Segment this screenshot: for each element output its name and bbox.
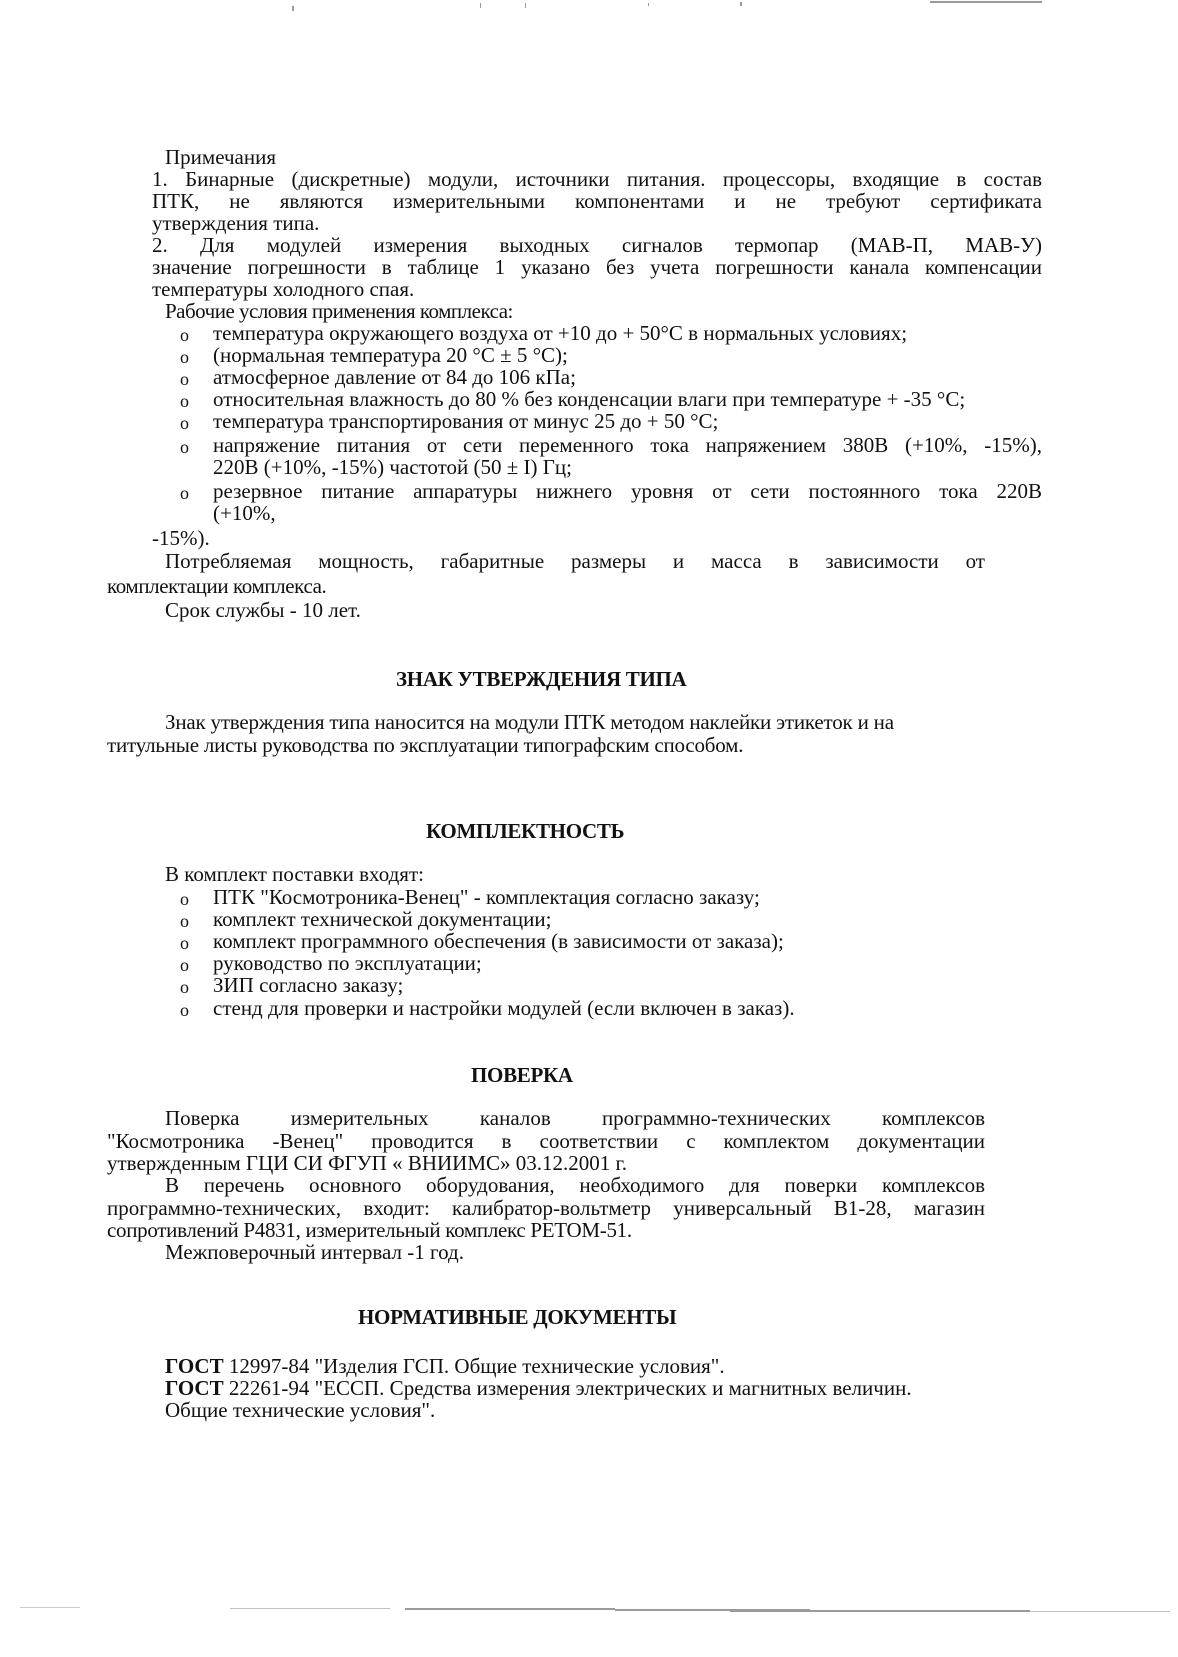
verification-para-1-line-1: Поверка измерительных каналов программно-технических комплексов: [165, 1106, 985, 1130]
scan-artifact-line: [230, 1608, 390, 1609]
normative-heading: НОРМАТИВНЫЕ ДОКУМЕНТЫ: [358, 1305, 677, 1329]
scan-artifact: [648, 3, 649, 6]
verification-heading: ПОВЕРКА: [471, 1063, 573, 1087]
note-1-line-3: утверждения типа.: [152, 211, 320, 235]
verification-interval: Межповерочный интервал -1 год.: [165, 1240, 464, 1264]
completeness-heading: КОМПЛЕКТНОСТЬ: [426, 819, 625, 843]
verification-para-2-line-3: сопротивлений Р4831, измерительный комплекс РЕТОМ-51.: [107, 1218, 632, 1242]
scan-artifact-line: [930, 1, 1042, 3]
bullet-circle-icon: o: [180, 369, 189, 389]
verification-para-1-line-3: утвержденным ГЦИ СИ ФГУП « ВНИИМС» 03.12.2001 г.: [107, 1151, 628, 1175]
verification-para-2-line-2: программно-технических, входит: калибратор-вольтметр универсальный В1-28, магазин: [107, 1196, 985, 1220]
conditions-item-text: (нормальная температура 20 °С ± 5 °С);: [213, 343, 568, 367]
conditions-intro: Рабочие условия применения комплекса:: [165, 299, 513, 323]
scan-artifact-line: [405, 1608, 615, 1610]
scan-artifact: [525, 3, 526, 8]
scan-artifact-line: [730, 1610, 1030, 1612]
note-2-line-3: температуры холодного спая.: [152, 277, 415, 301]
bullet-circle-icon: o: [180, 911, 189, 931]
note-2-line-1: 2. Для модулей измерения выходных сигналов термопар (МАВ-П, МАВ-У): [152, 233, 1042, 257]
bullet-circle-icon: o: [180, 437, 189, 457]
completeness-item-text: руководство по эксплуатации;: [213, 951, 482, 975]
normative-doc-2-continuation: Общие технические условия".: [165, 1398, 436, 1422]
conditions-item-text: температура транспортирования от минус 25 до + 50 °С;: [213, 409, 719, 433]
normative-doc-1: [165, 1355, 725, 1378]
note-1-line-1: 1. Бинарные (дискретные) модули, источники питания. процессоры, входящие в состав: [152, 167, 1042, 191]
completeness-item-text: стенд для проверки и настройки модулей (если включен в заказ).: [213, 996, 795, 1020]
bullet-circle-icon: o: [180, 955, 189, 975]
verification-para-1-line-2: "Космотроника -Венец" проводится в соответствии с комплектом документации: [107, 1129, 985, 1153]
note-1-line-2: ПТК, не являются измерительными компонентами и не требуют сертификата: [152, 189, 1042, 213]
conditions-item-text: температура окружающего воздуха от +10 до + 50°С в нормальных условиях;: [213, 321, 908, 345]
conditions-item-text: резервное питание аппаратуры нижнего уровня от сети постоянного тока 220В: [213, 479, 1042, 503]
scan-artifact: [740, 2, 742, 6]
type-mark-line-2: титульные листы руководства по эксплуатации типографским способом.: [107, 733, 744, 757]
conditions-item-tail: -15%).: [152, 526, 210, 550]
normative-doc-1-text: 12997-84 "Изделия ГСП. Общие технические условия".: [223, 1354, 725, 1378]
service-life: Срок службы - 10 лет.: [165, 598, 361, 622]
bullet-circle-icon: o: [180, 413, 189, 433]
note-2-line-2: значение погрешности в таблице 1 указано без учета погрешности канала компенсации: [152, 255, 1042, 279]
normative-doc-2-text: 22261-94 "ЕССП. Средства измерения электрических и магнитных величин.: [223, 1376, 912, 1400]
bullet-circle-icon: o: [180, 889, 189, 909]
bullet-circle-icon: o: [180, 1000, 189, 1020]
completeness-item-text: ЗИП согласно заказу;: [213, 973, 404, 997]
conditions-item-text: атмосферное давление от 84 до 106 кПа;: [213, 365, 576, 389]
scan-artifact: [480, 3, 481, 8]
power-line-2: комплектации комплекса.: [107, 574, 327, 598]
completeness-item-text: комплект технической документации;: [213, 907, 552, 931]
normative-doc-2-prefix: ГОСТ: [165, 1376, 224, 1400]
completeness-item-text: комплект программного обеспечения (в зависимости от заказа);: [213, 929, 784, 953]
normative-doc-1-prefix: ГОСТ: [165, 1354, 224, 1378]
conditions-item-text: относительная влажность до 80 % без конденсации влаги при температуре + -35 °С;: [213, 387, 966, 411]
normative-doc-2: [165, 1377, 912, 1400]
scan-artifact: [292, 6, 294, 11]
scan-artifact-line: [1030, 1611, 1170, 1612]
completeness-item-text: ПТК "Космотроника-Венец" - комплектация согласно заказу;: [213, 885, 760, 909]
type-mark-heading: ЗНАК УТВЕРЖДЕНИЯ ТИПА: [396, 667, 687, 691]
scan-artifact-line: [20, 1607, 80, 1608]
bullet-circle-icon: o: [180, 977, 189, 997]
completeness-intro: В комплект поставки входят:: [165, 862, 424, 886]
bullet-circle-icon: o: [180, 483, 189, 503]
conditions-item-text: напряжение питания от сети переменного тока напряжением 380В (+10%, -15%),: [213, 433, 1042, 457]
bullet-circle-icon: o: [180, 391, 189, 411]
bullet-circle-icon: o: [180, 933, 189, 953]
type-mark-line-1: Знак утверждения типа наносится на модули ПТК методом наклейки этикеток и на: [165, 710, 894, 734]
notes-title: Примечания: [165, 145, 277, 169]
conditions-item-continuation: 220В (+10%, -15%) частотой (50 ± I) Гц;: [213, 455, 572, 479]
conditions-item-continuation: (+10%,: [213, 501, 276, 525]
verification-para-2-line-1: В перечень основного оборудования, необходимого для поверки комплексов: [165, 1173, 985, 1197]
bullet-circle-icon: o: [180, 347, 189, 367]
bullet-circle-icon: o: [180, 325, 189, 345]
power-line-1: Потребляемая мощность, габаритные размеры и масса в зависимости от: [165, 549, 985, 573]
